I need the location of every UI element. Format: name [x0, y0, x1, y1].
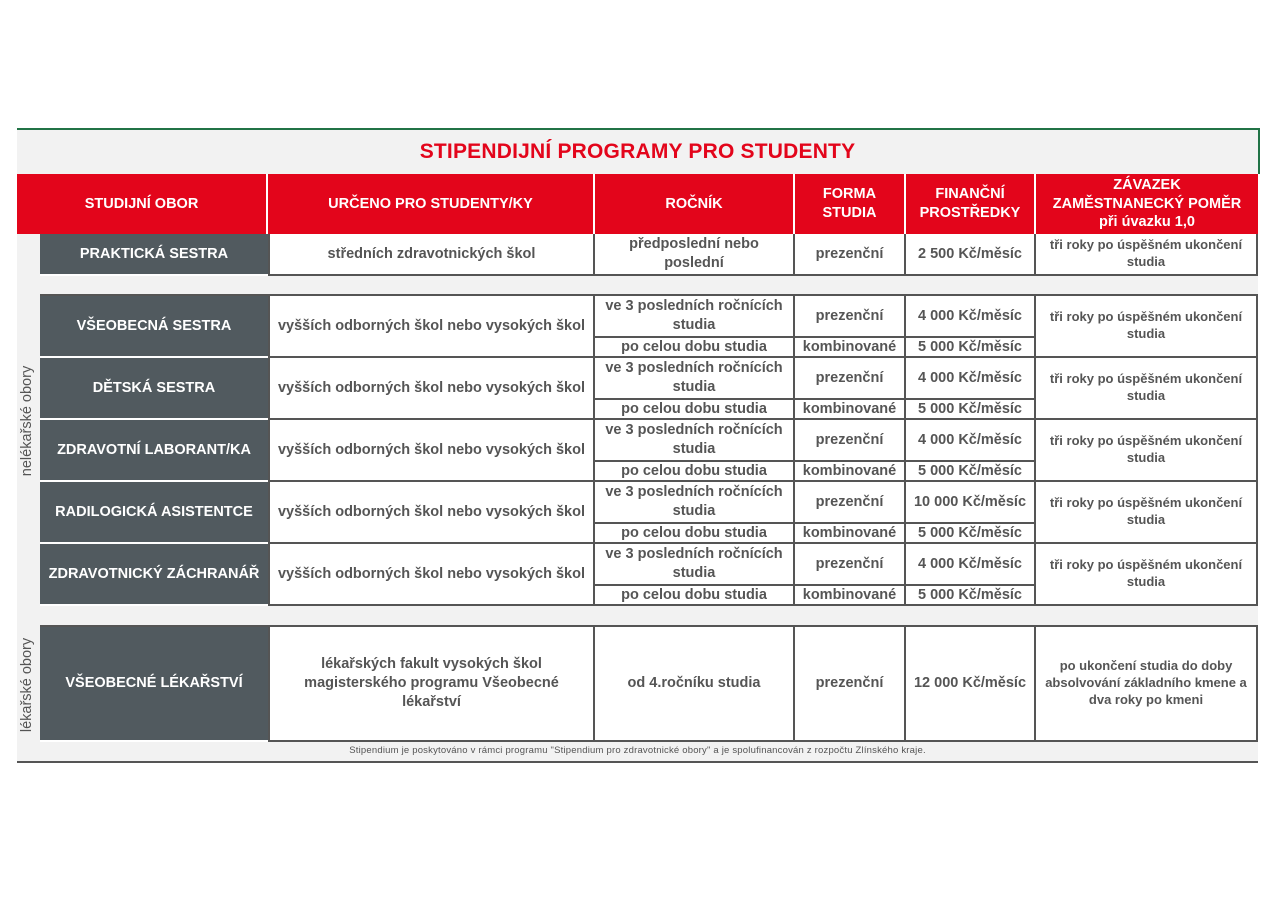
forma-cell: prezenční — [795, 234, 906, 276]
header-zavazek-label: ZÁVAZEK ZAMĚSTNANECKÝ POMĚR — [1052, 176, 1242, 212]
rocnik-cell: ve 3 posledních ročnících studia — [595, 544, 795, 586]
gap-row — [40, 276, 1258, 296]
rocnik-cell: po celou dobu studia — [595, 586, 795, 606]
forma-cell: prezenční — [795, 482, 906, 524]
zavazek-cell: po ukončení studia do doby absolvování základního kmene a dva roky po kmeni — [1036, 627, 1258, 742]
zavazek-cell: tři roky po úspěšném ukončení studia — [1036, 482, 1258, 544]
title-band — [17, 128, 1260, 174]
forma-cell: kombinované — [795, 400, 906, 420]
zavazek-cell: tři roky po úspěšném ukončení studia — [1036, 234, 1258, 276]
header-zavazek — [1036, 174, 1258, 234]
urceno-cell: středních zdravotnických škol — [268, 234, 595, 276]
forma-cell: prezenční — [795, 420, 906, 462]
rocnik-cell: předposlední nebo poslední — [595, 234, 795, 276]
forma-cell: kombinované — [795, 524, 906, 544]
financni-cell: 5 000 Kč/měsíc — [906, 586, 1036, 606]
obor-cell: DĚTSKÁ SESTRA — [40, 358, 268, 420]
forma-cell: prezenční — [795, 544, 906, 586]
obor-cell: ZDRAVOTNÍ LABORANT/KA — [40, 420, 268, 482]
side-label-nelekarske: nelékařské obory — [19, 365, 35, 477]
urceno-cell: vyšších odborných škol nebo vysokých škol — [268, 420, 595, 482]
financni-cell: 5 000 Kč/měsíc — [906, 462, 1036, 482]
forma-cell: kombinované — [795, 338, 906, 358]
header-forma: FORMA STUDIA — [795, 174, 906, 234]
side-label-lekarske: lékařské obory — [19, 637, 35, 733]
financni-cell: 4 000 Kč/měsíc — [906, 296, 1036, 338]
header-rocnik: ROČNÍK — [595, 174, 795, 234]
footnote: Stipendium je poskytováno v rámci programu "Stipendium pro zdravotnické obory" a je spolufinancován z rozpočtu Zlínského kraje. — [17, 742, 1258, 763]
obor-cell: RADILOGICKÁ ASISTENTCE — [40, 482, 268, 544]
financni-cell: 5 000 Kč/měsíc — [906, 524, 1036, 544]
urceno-cell: vyšších odborných škol nebo vysokých škol — [268, 358, 595, 420]
financni-cell: 2 500 Kč/měsíc — [906, 234, 1036, 276]
financni-cell: 12 000 Kč/měsíc — [906, 627, 1036, 742]
rocnik-cell: ve 3 posledních ročnících studia — [595, 296, 795, 338]
gap-row — [40, 606, 1258, 627]
rocnik-cell: po celou dobu studia — [595, 524, 795, 544]
header-studijni-obor: STUDIJNÍ OBOR — [17, 174, 268, 234]
rocnik-cell: po celou dobu studia — [595, 400, 795, 420]
page-title: STIPENDIJNÍ PROGRAMY PRO STUDENTY — [419, 140, 856, 164]
urceno-cell: lékařských fakult vysokých škol magisterského programu Všeobecné lékařství — [268, 627, 595, 742]
rocnik-cell: od 4.ročníku studia — [595, 627, 795, 742]
rocnik-cell: po celou dobu studia — [595, 462, 795, 482]
financni-cell: 5 000 Kč/měsíc — [906, 338, 1036, 358]
obor-cell: ZDRAVOTNICKÝ ZÁCHRANÁŘ — [40, 544, 268, 606]
rocnik-cell: po celou dobu studia — [595, 338, 795, 358]
zavazek-cell: tři roky po úspěšném ukončení studia — [1036, 420, 1258, 482]
obor-cell: VŠEOBECNÉ LÉKAŘSTVÍ — [40, 627, 268, 742]
urceno-cell: vyšších odborných škol nebo vysokých škol — [268, 482, 595, 544]
forma-cell: kombinované — [795, 462, 906, 482]
header-urceno: URČENO PRO STUDENTY/KY — [268, 174, 595, 234]
rocnik-cell: ve 3 posledních ročnících studia — [595, 420, 795, 462]
financni-cell: 4 000 Kč/měsíc — [906, 544, 1036, 586]
forma-cell: kombinované — [795, 586, 906, 606]
financni-cell: 4 000 Kč/měsíc — [906, 420, 1036, 462]
urceno-cell: vyšších odborných škol nebo vysokých škol — [268, 296, 595, 358]
financni-cell: 4 000 Kč/měsíc — [906, 358, 1036, 400]
forma-cell: prezenční — [795, 296, 906, 338]
rocnik-cell: ve 3 posledních ročnících studia — [595, 358, 795, 400]
forma-cell: prezenční — [795, 358, 906, 400]
financni-cell: 10 000 Kč/měsíc — [906, 482, 1036, 524]
financni-cell: 5 000 Kč/měsíc — [906, 400, 1036, 420]
rocnik-cell: ve 3 posledních ročnících studia — [595, 482, 795, 524]
obor-cell: PRAKTICKÁ SESTRA — [40, 234, 268, 276]
urceno-cell: vyšších odborných škol nebo vysokých škol — [268, 544, 595, 606]
zavazek-cell: tři roky po úspěšném ukončení studia — [1036, 544, 1258, 606]
header-zavazek-note: při úvazku 1,0 — [1099, 214, 1195, 231]
zavazek-cell: tři roky po úspěšném ukončení studia — [1036, 296, 1258, 358]
obor-cell: VŠEOBECNÁ SESTRA — [40, 296, 268, 358]
forma-cell: prezenční — [795, 627, 906, 742]
header-financni: FINANČNÍ PROSTŘEDKY — [906, 174, 1036, 234]
zavazek-cell: tři roky po úspěšném ukončení studia — [1036, 358, 1258, 420]
